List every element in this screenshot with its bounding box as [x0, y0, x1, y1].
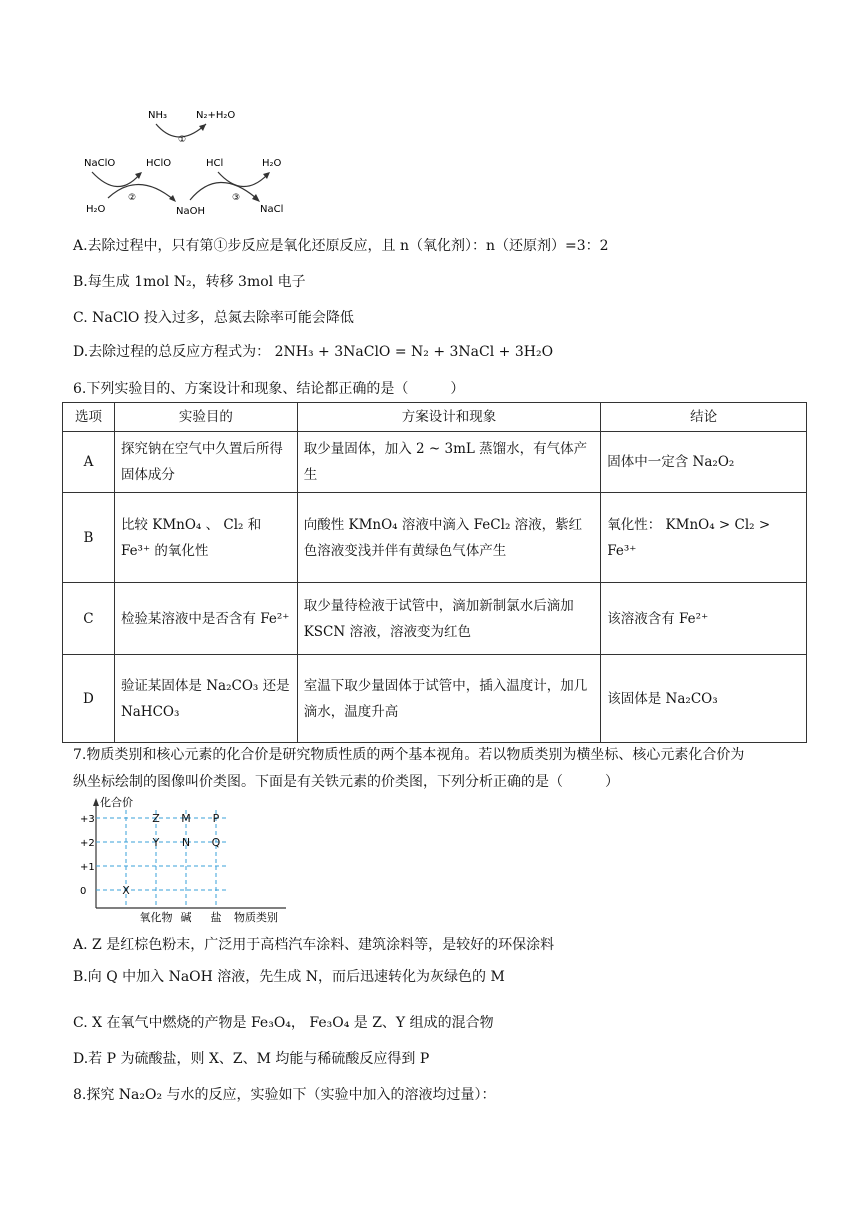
row-conclusion: 该溶液含有 Fe²⁺	[601, 583, 807, 655]
row-purpose: 验证某固体是 Na₂CO₃ 还是 NaHCO₃	[114, 655, 297, 743]
row-purpose: 探究钠在空气中久置后所得固体成分	[114, 432, 297, 493]
row-option: D	[63, 655, 115, 743]
label-nacl: NaCl	[260, 204, 284, 215]
row-conclusion: 该固体是 Na₂CO₃	[601, 655, 807, 743]
chart-point-m: M	[181, 812, 191, 825]
step-1: ①	[178, 135, 187, 145]
q7-stem-line2: 纵坐标绘制的图像叫价类图。下面是有关铁元素的价类图，下列分析正确的是（ ）	[73, 774, 619, 790]
row-design: 向酸性 KMnO₄ 溶液中滴入 FeCl₂ 溶液，紫红色溶液变浅并伴有黄绿色气体产生	[297, 493, 601, 583]
x-tick-label: 碱	[180, 911, 192, 924]
experiment-table	[62, 402, 807, 743]
header-purpose: 实验目的	[114, 403, 297, 432]
y-tick-label: +1	[80, 862, 95, 873]
row-option: B	[63, 493, 115, 583]
row-design: 取少量待检液于试管中，滴加新制氯水后滴加 KSCN 溶液，溶液变为红色	[297, 583, 601, 655]
q5-option-c: C. NaClO 投入过多，总氮去除率可能会降低	[73, 310, 354, 326]
chart-point-y: Y	[152, 836, 160, 849]
table-row	[63, 432, 807, 493]
y-tick-label: 0	[80, 886, 87, 897]
x-tick-label: 氧化物	[139, 911, 173, 924]
chart-point-x: X	[122, 884, 130, 897]
q5-option-b: B.每生成 1mol N₂，转移 3mol 电子	[73, 274, 306, 290]
q6-stem: 6.下列实验目的、方案设计和现象、结论都正确的是（ ）	[73, 381, 465, 397]
q8-stem: 8.探究 Na₂O₂ 与水的反应，实验如下（实验中加入的溶液均过量）：	[73, 1087, 496, 1103]
header-option: 选项	[63, 403, 115, 432]
y-tick-label: +2	[80, 838, 95, 849]
label-naoh: NaOH	[176, 206, 205, 217]
label-h2o-right: H₂O	[262, 158, 282, 169]
row-option: C	[63, 583, 115, 655]
label-nh3: NH₃	[148, 110, 168, 121]
x-axis-title: 物质类别	[234, 911, 278, 924]
q7-option-c: C. X 在氧气中燃烧的产物是 Fe₃O₄， Fe₃O₄ 是 Z、Y 组成的混合物	[73, 1015, 494, 1031]
chart-point-n: N	[181, 836, 191, 849]
label-n2-h2o: N₂+H₂O	[196, 110, 236, 121]
label-h2o-left: H₂O	[86, 204, 106, 215]
table-row	[63, 493, 807, 583]
q5-option-a: A.去除过程中，只有第①步反应是氧化还原反应，且 n（氧化剂）：n（还原剂）=3：2	[73, 238, 609, 254]
row-purpose: 比较 KMnO₄ 、 Cl₂ 和 Fe³⁺ 的氧化性	[114, 493, 297, 583]
table-header-row	[63, 403, 807, 432]
q7-stem-line1: 7.物质类别和核心元素的化合价是研究物质性质的两个基本视角。若以物质类别为横坐标、核心元素化合价为	[73, 747, 745, 763]
reaction-cycle-diagram	[78, 100, 308, 220]
chart-point-p: P	[212, 812, 220, 825]
row-design: 室温下取少量固体于试管中，插入温度计，加几滴水，温度升高	[297, 655, 601, 743]
label-naclo: NaClO	[84, 158, 116, 169]
y-tick-label: +3	[80, 814, 95, 825]
header-design: 方案设计和现象	[297, 403, 601, 432]
row-conclusion: 氧化性： KMnO₄ > Cl₂ > Fe³⁺	[601, 493, 807, 583]
x-tick-label: 盐	[210, 911, 222, 924]
label-hcl: HCl	[206, 158, 224, 169]
q7-option-b: B.向 Q 中加入 NaOH 溶液，先生成 N，而后迅速转化为灰绿色的 M	[73, 969, 505, 985]
iron-valence-chart	[78, 796, 298, 924]
table-row	[63, 583, 807, 655]
chart-point-q: Q	[211, 836, 221, 849]
q5-option-d: D.去除过程的总反应方程式为： 2NH₃ + 3NaClO = N₂ + 3NaCl + 3H₂O	[73, 344, 554, 360]
header-conclusion: 结论	[601, 403, 807, 432]
step-3: ③	[232, 193, 241, 203]
q7-option-a: A. Z 是红棕色粉末，广泛用于高档汽车涂料、建筑涂料等，是较好的环保涂料	[73, 937, 555, 953]
row-conclusion: 固体中一定含 Na₂O₂	[601, 432, 807, 493]
y-axis-title: 化合价	[100, 796, 133, 809]
row-design: 取少量固体，加入 2 ~ 3mL 蒸馏水，有气体产生	[297, 432, 601, 493]
label-hclo: HClO	[146, 158, 172, 169]
chart-point-z: Z	[152, 812, 160, 825]
q7-option-d: D.若 P 为硫酸盐，则 X、Z、M 均能与稀硫酸反应得到 P	[73, 1051, 430, 1067]
row-option: A	[63, 432, 115, 493]
table-row	[63, 655, 807, 743]
row-purpose: 检验某溶液中是否含有 Fe²⁺	[114, 583, 297, 655]
step-2: ②	[128, 193, 137, 203]
